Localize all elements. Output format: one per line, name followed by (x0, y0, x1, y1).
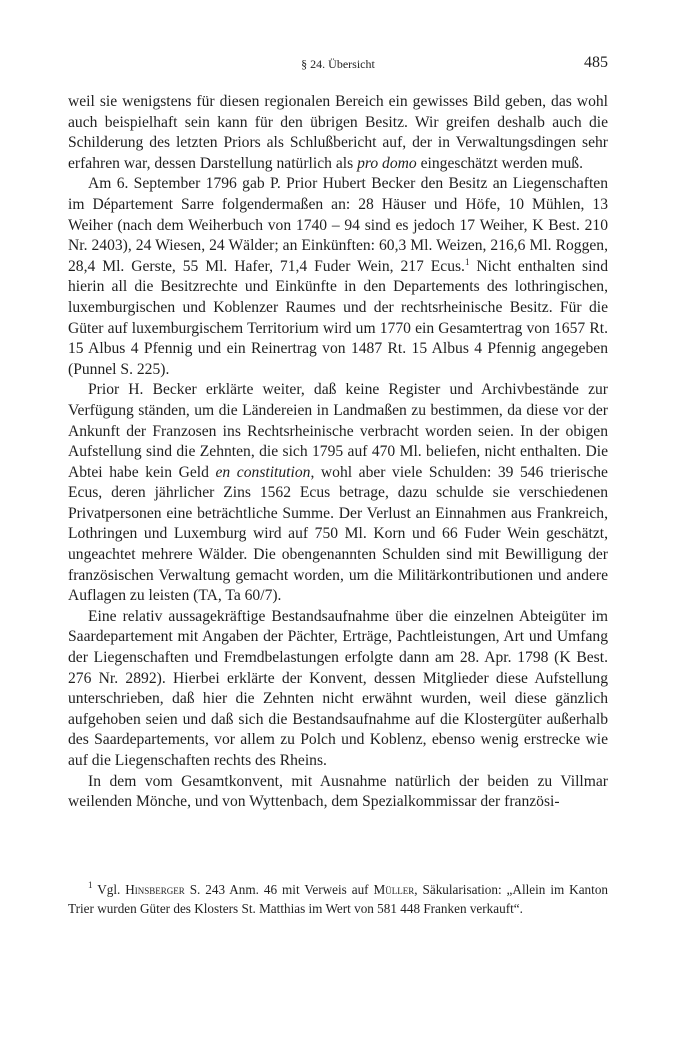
paragraph-3: Prior H. Becker erklärte weiter, daß keine Register und Archivbestände zur Verfügung ständen, um die Ländereien in Landmaßen zu bestimmen, da diese vor der Ankunft der Franzosen ins Rechtsrheinische verbracht worden seien. In der obigen Aufstellung sind die Zehnten, die sich 1795 auf 470 Ml. beliefen, nicht enthalten. Die Abtei habe kein Geld en constitution, wohl aber viele Schulden: 39 546 trierische Ecus, deren jährlicher Zins 1562 Ecus betrage, dazu schulde sie verschiedenen Privatpersonen eine beträchtliche Summe. Der Verlust an Einnahmen aus Frankreich, Lothringen und Luxemburg wird auf 750 Ml. Korn und 66 Fuder Wein geschätzt, ungeachtet mehrere Wälder. Die obengenannten Schulden sind mit Bewilligung der französischen Verwaltung gemacht worden, um die Militärkontributionen und andere Auflagen zu leisten (TA, Ta 60/7). (68, 381, 608, 605)
page-number: 485 (584, 54, 608, 71)
running-title: § 24. Übersicht (301, 57, 375, 71)
main-text (68, 92, 608, 813)
footnote: $^1$ Vgl. Hinsberger S. 243 Anm. 46 mit Verweis auf Müller, Säkularisation: „Allein im Kanton Trier wurden Güter des Klosters St. Matthias im Wert von 581 448 Franken verkauft“. (68, 880, 609, 917)
footnote-reference: 1 (464, 256, 470, 267)
footnote-marker: 1 (88, 880, 93, 890)
paragraph-4: Eine relativ aussagekräftige Bestandsaufnahme über die einzelnen Abteigüter im Saardepartement mit Angaben der Pächter, Erträge, Pachtleistungen, Art und Umfang der Liegenschaften und Fremdbelastungen erfolgte dann am 28. Apr. 1798 (K Best. 276 Nr. 2892). Hierbei erklärte der Konvent, dessen Mitglieder diese Aufstellung unterschrieben, daß hier die Zehnten nicht erwähnt wurden, weil diese gänzlich aufgehoben seien und daß sich die Bestandsaufnahme auf die Klostergüter außerhalb des Saardepartements, vor allem zu Polch und Koblenz, ebenso wenig erstrecke wie auf die Liegenschaften rechts des Rheins. (68, 607, 608, 769)
italic-phrase: en constitution (215, 463, 311, 481)
author-name: Müller (373, 882, 415, 897)
author-name: Hinsberger (125, 882, 185, 897)
paragraph-2: Am 6. September 1796 gab P. Prior Hubert Becker den Besitz an Liegenschaften im Département Sarre folgendermaßen an: 28 Häuser und Höfe, 10 Mühlen, 13 Weiher (nach dem Weiherbuch von 1740 – 94 sind es jedoch 17 Weiher, K Best. 210 Nr. 2403), 24 Wiesen, 24 Wälder; an Einkünften: 60,3 Ml. Weizen, 216,6 Ml. Roggen, 28,4 Ml. Gerste, 55 Ml. Hafer, 71,4 Fuder Wein, 217 Ecus.$^1$ Nicht enthalten sind hierin all die Besitzrechte und Einkünfte in den Departements des lothringischen, luxemburgischen und Koblenzer Raumes und der rechtsrheinische Besitz. Für die Güter auf luxemburgischem Territorium wird um 1770 ein Gesamtertrag von 1657 Rt. 15 Albus 4 Pfennig und ein Reinertrag von 1487 Rt. 15 Albus 4 Pfennig angegeben (Punnel S. 225). (68, 175, 608, 378)
paragraph-1: weil sie wenigstens für diesen regionalen Bereich ein gewisses Bild geben, das wohl auch beispielhaft sein kann für den übrigen Besitz. Wir greifen deshalb auch die Schilderung des letzten Priors als Schlußbericht auf, der in Verwaltungsdingen sehr erfahren war, dessen Darstellung natürlich als pro domo eingeschätzt werden muß. (68, 93, 608, 172)
paragraph-5: In dem vom Gesamtkonvent, mit Ausnahme natürlich der beiden zu Villmar weilenden Mönche, und von Wyttenbach, dem Spezialkommissar der französi- (68, 772, 608, 811)
italic-phrase: pro domo (357, 154, 417, 172)
page-header (68, 54, 608, 74)
